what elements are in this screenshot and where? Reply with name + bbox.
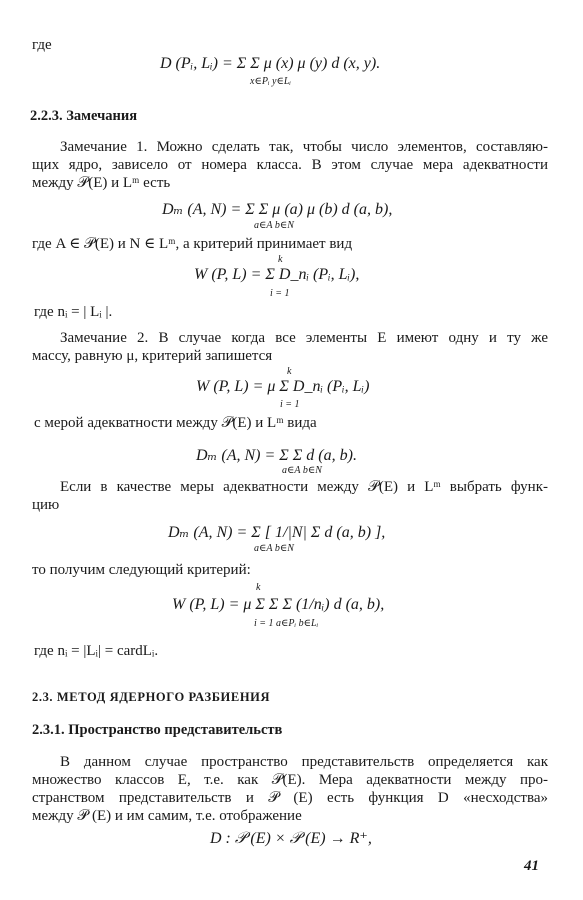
text-line: где A ∈ 𝒫(E) и N ∈ Lᵐ, а критерий принимает вид <box>32 236 353 252</box>
text-line: где nᵢ = |Lᵢ| = cardLᵢ. <box>34 643 159 659</box>
formula-subscript: i = 1 a∈Pᵢ b∈Lᵢ <box>254 618 319 629</box>
text-line: массу, равную μ, критерий запишется <box>32 348 273 364</box>
formula-dm-sum-d: Dₘ (A, N) = Σ Σ d (a, b). <box>196 447 357 464</box>
page-number: 41 <box>524 858 539 874</box>
formula-superscript: k <box>287 366 292 377</box>
text-line: где <box>32 37 52 53</box>
section-heading-2-2-3: 2.2.3. Замечания <box>30 108 138 124</box>
section-heading-2-3: 2.3. МЕТОД ЯДЕРНОГО РАЗБИЕНИЯ <box>32 690 271 704</box>
text-line: Замечание 2. В случае когда все элементы E имеют одну и ту же <box>60 330 548 346</box>
formula-criterion: W (P, L) = μ Σ Σ Σ (1/nᵢ) d (a, b), <box>172 596 385 613</box>
text-line: с мерой адекватности между 𝒫(E) и Lᵐ вида <box>34 415 317 431</box>
text-line: Замечание 1. Можно сделать так, чтобы число элементов, составляю- <box>60 139 548 155</box>
text-line: множество классов E, т.е. как 𝒫(E). Мера адекватности между про- <box>32 772 548 788</box>
text-line: Если в качестве меры адекватности между 𝒫(E) и Lᵐ выбрать функ- <box>60 479 548 495</box>
formula-subscript: a∈A b∈N <box>254 220 294 231</box>
formula-w-p-l-mu: W (P, L) = μ Σ D_nᵢ (Pᵢ, Lᵢ) <box>196 378 370 395</box>
text-line: щих ядро, зависело от номера класса. В этом случае мера адекватности <box>32 157 548 173</box>
section-heading-2-3-1: 2.3.1. Пространство представительств <box>32 722 283 738</box>
formula-subscript: a∈A b∈N <box>282 465 322 476</box>
text-line: где nᵢ = | Lᵢ |. <box>34 304 113 320</box>
formula-subscript: a∈A b∈N <box>254 543 294 554</box>
formula-subscript: i = 1 <box>280 399 300 410</box>
text-line: цию <box>32 497 60 513</box>
text-line: между 𝒫(E) и Lᵐ есть <box>32 175 171 191</box>
formula-superscript: k <box>278 254 283 265</box>
formula-dm-normalized: Dₘ (A, N) = Σ [ 1/|N| Σ d (a, b) ], <box>168 524 386 541</box>
text-line: В данном случае пространство представительств определяется как <box>60 754 548 770</box>
text-line: между 𝒫 (E) и им самим, т.е. отображение <box>32 808 302 824</box>
formula-d-pi-li: D (Pᵢ, Lᵢ) = Σ Σ μ (x) μ (y) d (x, y). <box>160 55 381 72</box>
formula-subscript: x∈Pᵢ y∈Lᵢ <box>250 76 292 87</box>
text-line: странством представительств и 𝒫 (E) есть функция D «несходства» <box>32 790 548 806</box>
text-line: то получим следующий критерий: <box>32 562 251 578</box>
formula-dissimilarity-map: D : 𝒫 (E) × 𝒫 (E) → R⁺, <box>210 830 372 847</box>
formula-superscript: k <box>256 582 261 593</box>
formula-dm-a-n: Dₘ (A, N) = Σ Σ μ (a) μ (b) d (a, b), <box>162 201 393 218</box>
formula-w-p-l: W (P, L) = Σ D_nᵢ (Pᵢ, Lᵢ), <box>194 266 360 283</box>
formula-subscript: i = 1 <box>270 288 290 299</box>
